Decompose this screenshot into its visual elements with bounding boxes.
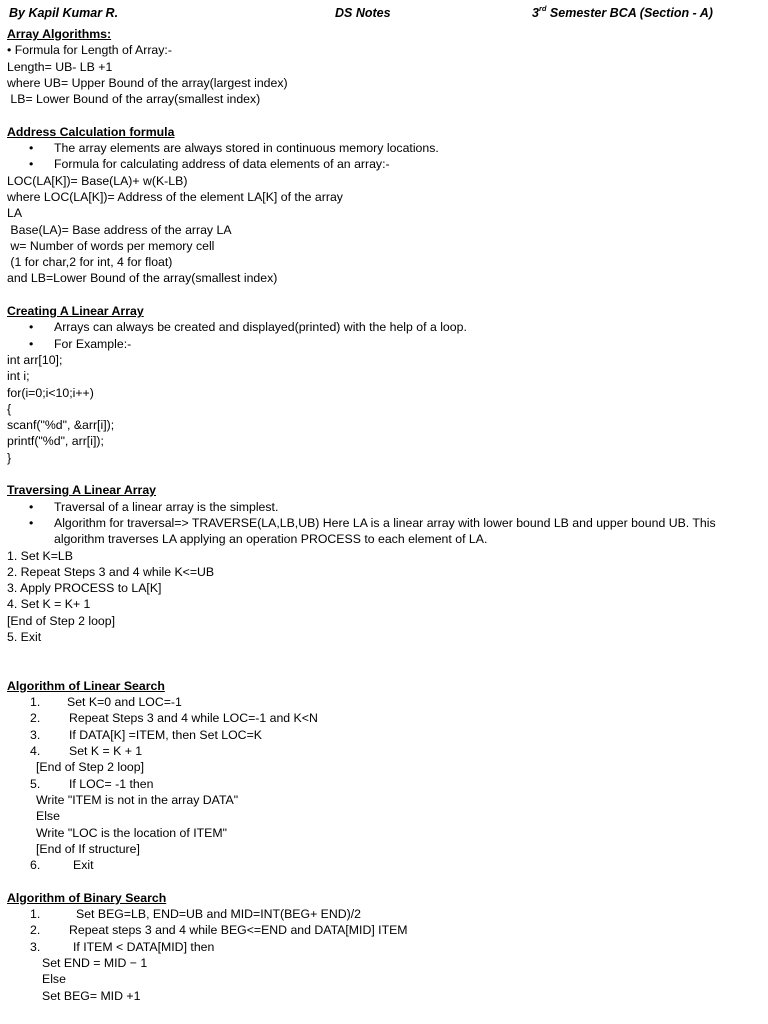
algorithm-step: [7, 727, 752, 743]
code-line: }: [7, 450, 12, 465]
algorithm-step: 1. Set K=LB: [7, 548, 73, 563]
text-line: Write "LOC is the location of ITEM": [36, 825, 227, 840]
algorithm-step: [7, 922, 752, 938]
page-header: [0, 5, 768, 22]
algorithm-step: [7, 743, 752, 759]
section-heading-linear-search: Algorithm of Linear Search: [7, 678, 165, 693]
algorithm-step: 5. Exit: [7, 629, 42, 644]
text-line: and LB=Lower Bound of the array(smallest index): [7, 271, 278, 286]
step-number: 5.: [30, 776, 41, 791]
document-body: [7, 26, 752, 1004]
algorithm-step: [End of Step 2 loop]: [7, 613, 116, 628]
section-heading-array-algorithms: Array Algorithms:: [7, 27, 112, 41]
section-heading-traversing-array: Traversing A Linear Array: [7, 483, 156, 498]
algorithm-step: [7, 776, 752, 792]
algorithm-step: [7, 939, 752, 955]
text-line: where LOC(LA[K])= Address of the element LA[K] of the array: [7, 189, 343, 204]
text-line: LOC(LA[K])= Base(LA)+ w(K-LB): [7, 173, 188, 188]
section-heading-address-calculation: Address Calculation formula: [7, 124, 175, 139]
algorithm-step: [7, 694, 752, 710]
code-line: printf("%d", arr[i]);: [7, 434, 104, 449]
algorithm-step: 4. Set K = K+ 1: [7, 597, 91, 612]
algorithm-step: [7, 906, 752, 922]
semester-text: Semester BCA (Section - A): [546, 6, 713, 20]
text-line: (1 for char,2 for int, 4 for float): [7, 255, 173, 270]
section-heading-binary-search: Algorithm of Binary Search: [7, 890, 167, 905]
code-line: int i;: [7, 369, 30, 384]
semester-number: 3: [532, 6, 539, 20]
step-number: 2.: [30, 923, 41, 938]
step-text: Set BEG=LB, END=UB and MID=INT(BEG+ END)/2: [76, 907, 361, 922]
code-line: for(i=0;i<10;i++): [7, 385, 94, 400]
step-text: Set K=0 and LOC=-1: [67, 695, 182, 710]
algorithm-step: 2. Repeat Steps 3 and 4 while K<=UB: [7, 564, 215, 579]
algorithm-step: [7, 857, 752, 873]
header-semester: [532, 5, 713, 21]
step-text: Exit: [73, 858, 94, 873]
bullet-item: • Traversal of a linear array is the simplest.: [7, 499, 752, 515]
code-line: int arr[10];: [7, 352, 63, 367]
algorithm-step: 3. Apply PROCESS to LA[K]: [7, 581, 162, 596]
text-line: where UB= Upper Bound of the array(largest index): [7, 75, 288, 90]
section-heading-creating-array: Creating A Linear Array: [7, 304, 144, 319]
step-text: Repeat steps 3 and 4 while BEG<=END and DATA[MID] ITEM: [69, 923, 408, 938]
step-number: 4.: [30, 744, 41, 759]
step-text: Repeat Steps 3 and 4 while LOC=-1 and K<N: [69, 711, 318, 726]
header-title: DS Notes: [335, 6, 391, 20]
algorithm-step: [7, 710, 752, 726]
text-line: Set END = MID − 1: [42, 955, 148, 970]
step-number: 1.: [30, 907, 41, 922]
text-line: LA: [7, 206, 23, 221]
code-line: {: [7, 401, 12, 416]
text-line: • Formula for Length of Array:-: [7, 43, 172, 58]
step-number: 1.: [30, 695, 41, 710]
bullet-item: • Formula for calculating address of data elements of an array:-: [7, 156, 752, 172]
step-text: If LOC= -1 then: [69, 776, 154, 791]
text-line: [End of Step 2 loop]: [36, 760, 145, 775]
step-text: If DATA[K] =ITEM, then Set LOC=K: [69, 727, 262, 742]
step-text: If ITEM < DATA[MID] then: [73, 939, 215, 954]
text-line: Write "ITEM is not in the array DATA": [36, 792, 239, 807]
header-author: By Kapil Kumar R.: [9, 6, 119, 20]
step-number: 3.: [30, 939, 41, 954]
bullet-item: • Arrays can always be created and displayed(printed) with the help of a loop.: [7, 319, 752, 335]
step-number: 6.: [30, 858, 41, 873]
text-line: Length= UB- LB +1: [7, 59, 113, 74]
text-line: Else: [42, 972, 66, 987]
text-line: [End of If structure]: [36, 841, 140, 856]
bullet-item: • For Example:-: [7, 336, 752, 352]
step-text: Set K = K + 1: [69, 744, 143, 759]
text-line: w= Number of words per memory cell: [7, 238, 215, 253]
bullet-item: • Algorithm for traversal=> TRAVERSE(LA,LB,UB) Here LA is a linear array with lower bound LB and upper bound UB. This algorithm traverses LA applying an operation PROCESS to each element of LA.: [7, 515, 752, 548]
step-number: 3.: [30, 727, 41, 742]
text-line: Else: [36, 809, 60, 824]
code-line: scanf("%d", &arr[i]);: [7, 418, 115, 433]
bullet-item: • The array elements are always stored in continuous memory locations.: [7, 140, 752, 156]
semester-suffix: rd: [538, 3, 547, 13]
text-line: Base(LA)= Base address of the array LA: [7, 222, 232, 237]
text-line: LB= Lower Bound of the array(smallest index): [7, 92, 261, 107]
text-line: Set BEG= MID +1: [42, 988, 141, 1003]
step-number: 2.: [30, 711, 41, 726]
